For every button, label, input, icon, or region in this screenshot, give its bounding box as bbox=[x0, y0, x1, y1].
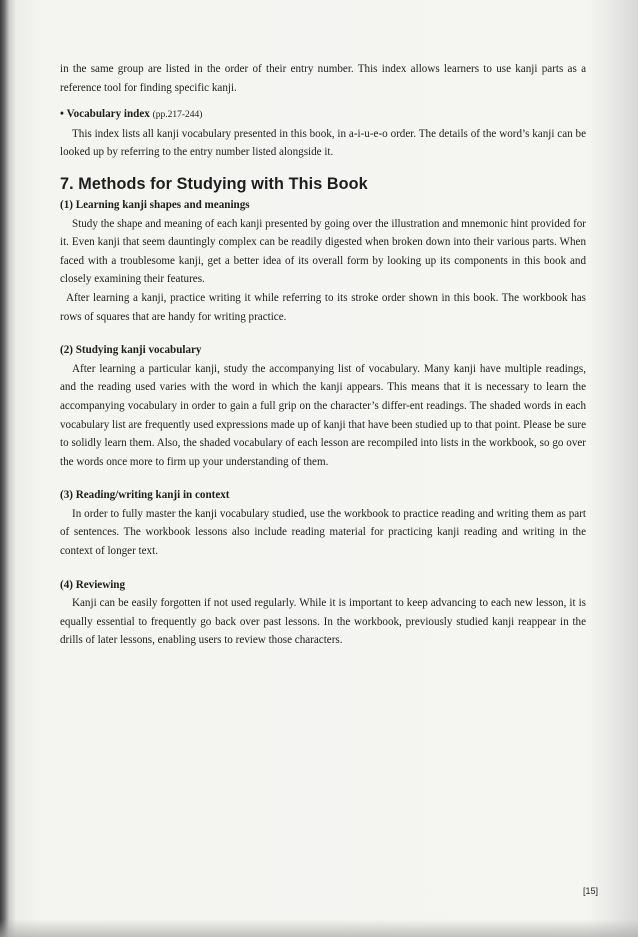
vocabulary-index-heading bbox=[60, 105, 586, 125]
intro-paragraph: in the same group are listed in the order of their entry number. This index allows learners to use kanji parts as a reference tool for finding specific kanji. bbox=[60, 63, 586, 94]
page-content bbox=[60, 60, 586, 650]
subsection-4-paragraph-1: Kanji can be easily forgotten if not used regularly. While it is important to keep advancing to each new lesson, it is equally essential to frequently go back over past lessons. In the workbook, previously studied kanji reappear in the drills of later lessons, enabling users to review those characters. bbox=[60, 597, 586, 647]
vocabulary-index-title: Vocabulary index bbox=[66, 108, 150, 121]
vocabulary-index-pages: (pp.217-244) bbox=[152, 110, 203, 121]
subsection-title-2: (2) Studying kanji vocabulary bbox=[60, 344, 202, 357]
page-number: [15] bbox=[582, 886, 598, 896]
subsection-3-paragraph-1: In order to fully master the kanji vocabulary studied, use the workbook to practice reading and writing them as part of sentences. The workbook lessons also include reading material for practicing kanji reading and writing in the context of longer text. bbox=[60, 507, 586, 558]
subsection-title-4: (4) Reviewing bbox=[60, 578, 126, 591]
bullet-icon: • bbox=[60, 108, 64, 121]
subsection-1-paragraph-2: After learning a kanji, practice writing it while referring to its stroke order shown in this book. The workbook has rows of squares that are handy for writing practice. bbox=[60, 291, 586, 323]
subsection-title-3: (3) Reading/writing kanji in context bbox=[60, 489, 230, 502]
subsection-title-1: (1) Learning kanji shapes and meanings bbox=[60, 198, 250, 211]
subsection-2-paragraph-1: After learning a particular kanji, study the accompanying list of vocabulary. Many kanji have multiple readings, and the reading used varies with the word in which the kanji appears. This means that it is necessary to learn the accompanying vocabulary in order to gain a full grip on the character’s differ-ent readings. The shaded words in each vocabulary list are frequently used expressions made up of kanji that have been studied up to that point. Please be sure to solidly learn them. Also, the shaded vocabulary of each lesson are recompiled into lists in the workbook, so go over the words once more to firm up your understanding of them. bbox=[60, 362, 586, 468]
section-heading: 7. Methods for Studying with This Book bbox=[60, 174, 368, 193]
subsection-1-paragraph-1: Study the shape and meaning of each kanji presented by going over the illustration and mnemonic hint provided for it. Even kanji that seem dauntingly complex can be readily digested when broken down into their various parts. When faced with a troublesome kanji, get a better idea of its overall form by looking up its components in this book and closely examining their features. bbox=[60, 217, 586, 286]
vocabulary-index-description: This index lists all kanji vocabulary presented in this book, in a-i-u-e-o order. The details of the word’s kanji can be looked up by referring to the entry number listed alongside it. bbox=[60, 127, 586, 159]
